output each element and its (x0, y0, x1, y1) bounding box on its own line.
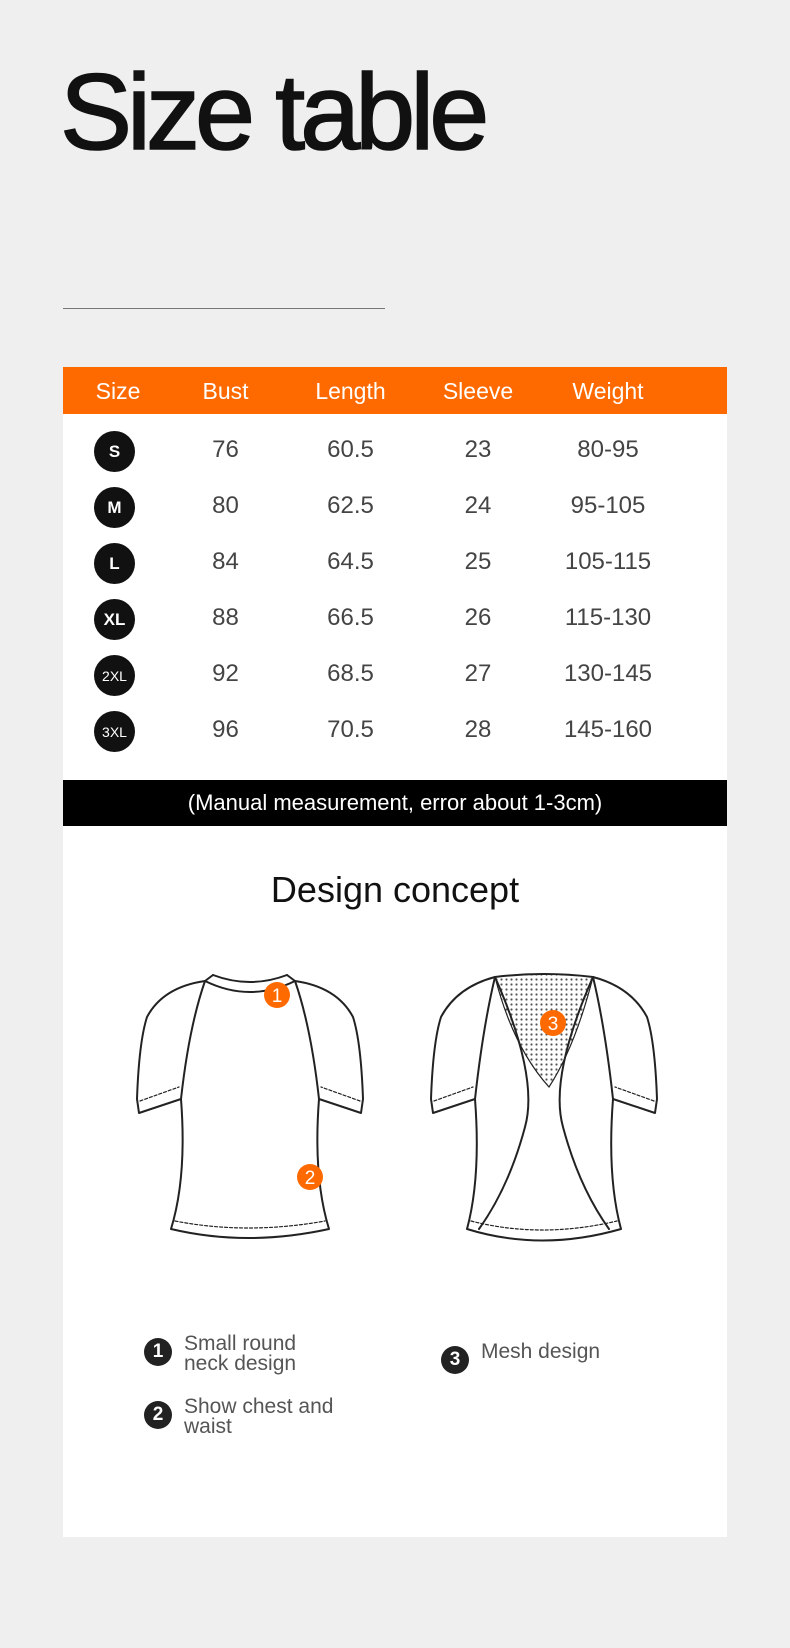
bust-cell: 80 (212, 492, 239, 519)
table-row (63, 534, 727, 590)
title-underline (63, 308, 385, 309)
bust-cell: 92 (212, 660, 239, 687)
size-badge: XL (94, 599, 135, 640)
legend-text: Show chest and waist (184, 1395, 334, 1438)
header-weight: Weight (572, 378, 644, 404)
weight-cell: 105-115 (564, 548, 652, 575)
size-badge: S (94, 431, 135, 472)
sleeve-cell: 23 (464, 436, 492, 463)
legend-item-mesh (441, 1342, 631, 1374)
table-row (63, 646, 727, 702)
legend-item-waist (144, 1397, 334, 1437)
size-badge: L (94, 543, 135, 584)
length-cell: 68.5 (327, 660, 374, 687)
measurement-note: (Manual measurement, error about 1-3cm) (63, 780, 727, 826)
shirt-back-illustration (429, 967, 659, 1257)
table-body (63, 422, 727, 758)
sleeve-cell: 25 (464, 548, 492, 575)
length-cell: 60.5 (327, 436, 374, 463)
callout-1-label: 1 (271, 986, 283, 1007)
length-cell: 66.5 (327, 604, 374, 631)
table-row (63, 422, 727, 478)
header-bust: Bust (202, 378, 249, 404)
callout-2-label: 2 (304, 1168, 316, 1189)
length-cell: 62.5 (327, 492, 374, 519)
weight-cell: 115-130 (564, 604, 652, 631)
table-row (63, 702, 727, 758)
legend-number: 1 (144, 1338, 172, 1366)
bust-cell: 88 (212, 604, 239, 631)
sleeve-cell: 24 (464, 492, 492, 519)
table-row (63, 590, 727, 646)
callout-3-label: 3 (547, 1014, 559, 1035)
legend-number: 3 (441, 1346, 469, 1374)
weight-cell: 80-95 (577, 436, 639, 463)
table-header (63, 367, 727, 414)
bust-cell: 96 (212, 716, 239, 743)
legend-text: Mesh design (481, 1340, 601, 1363)
sleeve-cell: 26 (464, 604, 492, 631)
shirt-front-illustration (135, 967, 365, 1257)
legend-number: 2 (144, 1401, 172, 1429)
page-title: Size table (60, 51, 485, 172)
weight-cell: 130-145 (563, 660, 653, 687)
bust-cell: 76 (212, 436, 239, 463)
header-size: Size (95, 378, 141, 404)
weight-cell: 95-105 (570, 492, 646, 519)
size-badge: 3XL (94, 711, 135, 752)
length-cell: 70.5 (327, 716, 374, 743)
length-cell: 64.5 (327, 548, 374, 575)
size-card (63, 367, 727, 1537)
bust-cell: 84 (212, 548, 239, 575)
header-sleeve: Sleeve (442, 378, 514, 404)
legend-text: Small round neck design (184, 1332, 297, 1375)
table-row (63, 478, 727, 534)
weight-cell: 145-160 (563, 716, 653, 743)
header-length: Length (315, 378, 386, 404)
size-badge: M (94, 487, 135, 528)
sleeve-cell: 27 (464, 660, 492, 687)
legend-item-neck (144, 1334, 334, 1374)
size-badge: 2XL (94, 655, 135, 696)
design-concept-title: Design concept (270, 869, 520, 910)
sleeve-cell: 28 (464, 716, 492, 743)
